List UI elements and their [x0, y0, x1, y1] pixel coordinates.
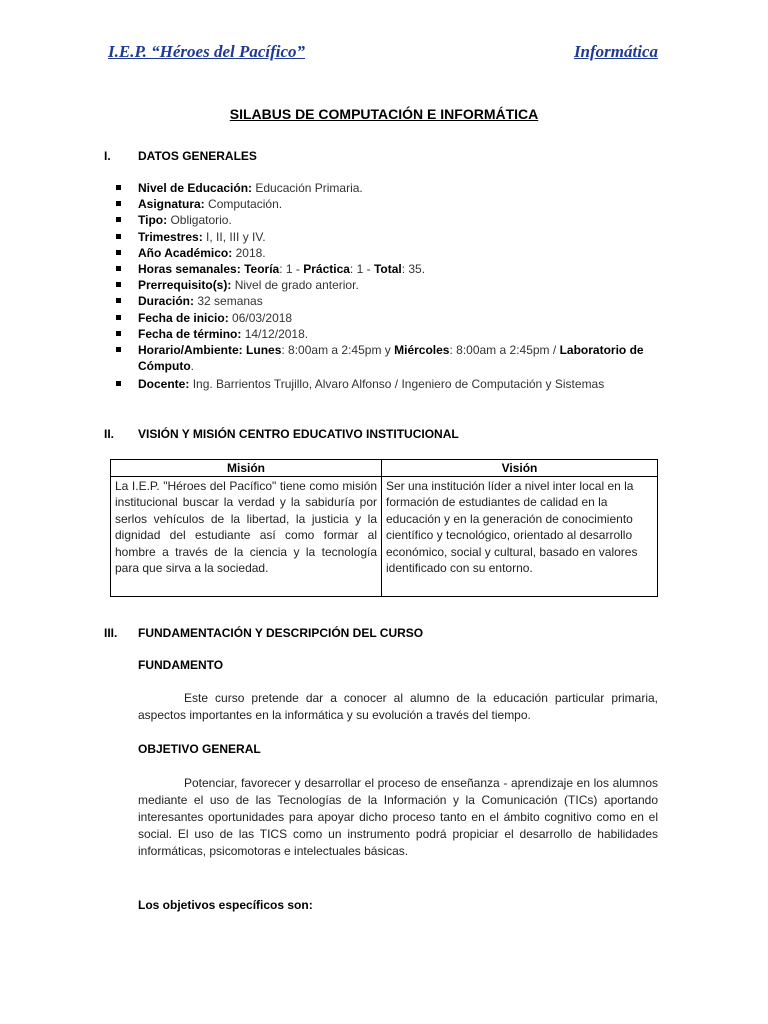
fundamento-text: Este curso pretende dar a conocer al alumno de la educación particular primaria, aspectos importantes en la informática y su evolución a través del tiempo.	[138, 691, 658, 722]
header-school: I.E.P. “Héroes del Pacífico”	[108, 42, 306, 61]
section-number: I.	[104, 149, 111, 163]
section-heading-1	[104, 149, 257, 163]
section-title: VISIÓN Y MISIÓN CENTRO EDUCATIVO INSTITUCIONAL	[138, 427, 459, 441]
section-number: II.	[104, 427, 115, 441]
header-subject: Informática	[573, 42, 658, 61]
list-item: Docente: Ing. Barrientos Trujillo, Alvaro Alfonso / Ingeniero de Computación y Sistemas	[112, 376, 672, 392]
document-title: SILABUS DE COMPUTACIÓN E INFORMÁTICA	[229, 106, 539, 122]
list-item: Nivel de Educación: Educación Primaria.	[112, 180, 672, 196]
list-item: Horas semanales: Teoría: 1 - Práctica: 1 - Total: 35.	[112, 261, 672, 277]
objetivo-general-heading: OBJETIVO GENERAL	[138, 742, 261, 756]
section-number: III.	[104, 626, 118, 640]
list-item: Fecha de inicio: 06/03/2018	[112, 310, 672, 326]
objetivo-general-text: Potenciar, favorecer y desarrollar el proceso de enseñanza - aprendizaje en los alumnos mediante el uso de las Tecnologías de la Información y la Comunicación (TICs) aportando interesantes oportunidades para apoyar dicho proceso tanto en el ámbito cognitivo como en el social. El uso de las TICS como un instrumento podrá propiciar el desarrollo de habilidades informáticas, psicomotoras e intelectuales básicas.	[138, 776, 658, 858]
mission-text: La I.E.P. "Héroes del Pacífico" tiene como misión institucional buscar la verdad y la sabiduría por serlos vehículos de la libertad, la justicia y la dignidad del estudiante así como formar al hombre a través de la ciencia y la tecnología para que sirva a la sociedad.	[111, 477, 382, 597]
list-item: Trimestres: I, II, III y IV.	[112, 229, 672, 245]
section-title: DATOS GENERALES	[138, 149, 257, 163]
vision-text: Ser una institución líder a nivel inter local en la formación de estudiantes de calidad en la educación y en la generación de conocimiento científico y tecnológico, orientado al desarrollo económico, social y cultural, basado en valores identificado con su entorno.	[382, 477, 658, 597]
fundamento-heading: FUNDAMENTO	[138, 658, 224, 672]
list-item: Duración: 32 semanas	[112, 293, 672, 309]
list-item: Tipo: Obligatorio.	[112, 212, 672, 228]
vision-header: Visión	[382, 460, 658, 477]
mission-vision-table	[110, 459, 658, 597]
list-item: Año Académico: 2018.	[112, 245, 672, 261]
list-item: Prerrequisito(s): Nivel de grado anterior.	[112, 277, 672, 293]
general-data-list	[112, 180, 672, 393]
section-heading-3	[104, 626, 423, 640]
mission-header: Misión	[111, 460, 382, 477]
section-heading-2	[104, 427, 459, 441]
objetivos-especificos-heading: Los objetivos específicos son:	[138, 898, 313, 912]
list-item: Asignatura: Computación.	[112, 196, 672, 212]
list-item: Fecha de término: 14/12/2018.	[112, 326, 672, 342]
section-title: FUNDAMENTACIÓN Y DESCRIPCIÓN DEL CURSO	[138, 626, 424, 640]
list-item: Horario/Ambiente: Lunes: 8:00am a 2:45pm y Miércoles: 8:00am a 2:45pm / Laboratorio de Cómputo.	[112, 342, 672, 374]
